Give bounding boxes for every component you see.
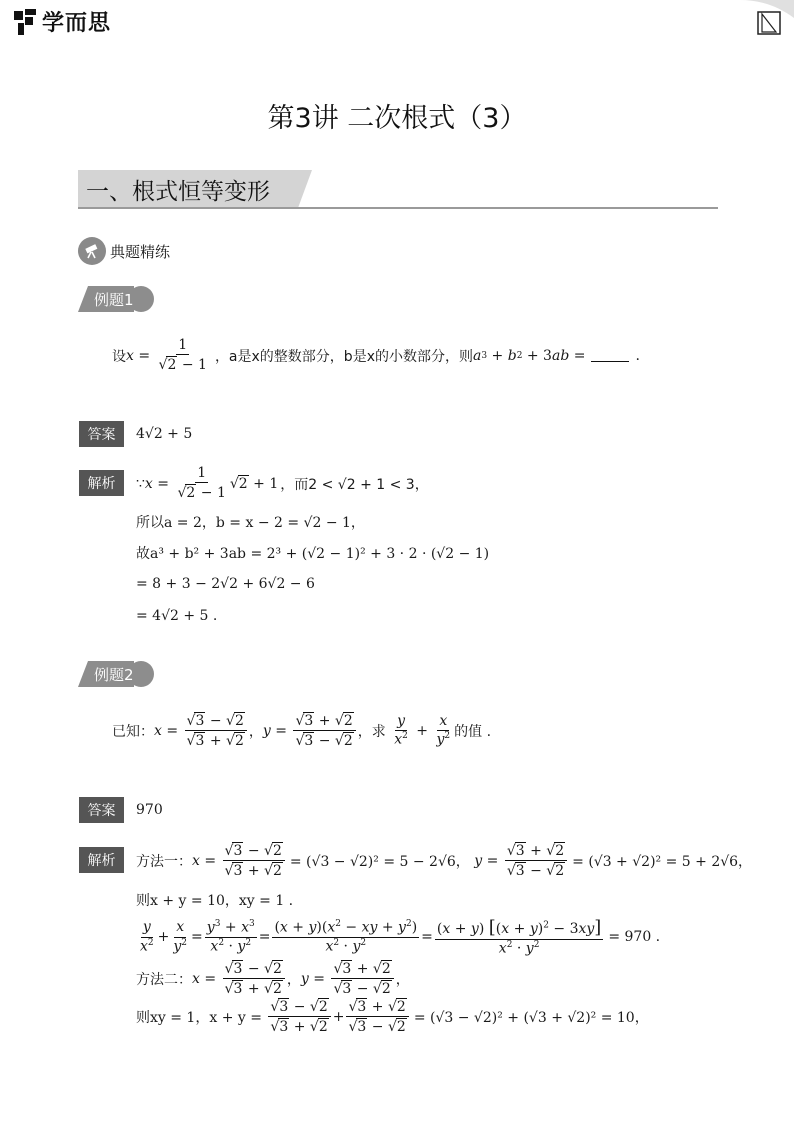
example2-answer: 970 [136, 802, 163, 818]
example1-answer: 4√2 + 5 [136, 426, 193, 442]
telescope-icon [78, 237, 106, 265]
example2-answer-badge: 答案 [79, 797, 124, 823]
section-banner [78, 170, 718, 210]
example2-method2-line2: 则xy = 1，x + y = $\frac{√3 - √2}{√3 + √2}$ + $\frac{√3 + √2}{√3 - √2}$ = (√3 − √2)² + (√3 + √2)² = 10， [136, 999, 649, 1036]
example1-step3: 故a³ + b² + 3ab = 2³ + (√2 − 1)² + 3 · 2 · (√2 − 1) [136, 546, 490, 562]
example2-method2-line1: 方法二： x = $\frac{√3 - √2}{√3 + √2}$ ， y = $\frac{√3 + √2}{√3 - √2}$ ， [136, 961, 410, 998]
brand-mark-icon [14, 9, 38, 35]
page-title: 第3讲 二次根式（3） [267, 103, 527, 134]
example1-step5: = 4√2 + 5 . [136, 608, 218, 624]
example1-step1: ∵ x = $\frac{1}{√2 - 1}$ √ 2 + 1 ，而2 < √2 + 1 < 3， [136, 465, 429, 502]
brand-logo [14, 6, 111, 37]
section-title: 一、根式恒等变形 [86, 179, 270, 205]
example2-tag: 例题2 [78, 661, 146, 687]
example1-tag: 例题1 [78, 286, 146, 312]
example2-method1-line1: 方法一： x = $\frac{√3 - √2}{√3 + √2}$ = (√3 − √2)² = 5 − 2√6， y = $\frac{√3 + √2}{√3 - √2}$ = (√3 + √2)² = 5 + 2√6， [136, 843, 753, 880]
practice-heading [78, 237, 170, 265]
example1-analysis-badge: 解析 [79, 470, 124, 496]
example2-method1-line2: 则x + y = 10，xy = 1 . [136, 893, 294, 909]
brand-name: 学而思 [42, 11, 112, 36]
example1-question: 设 x = $\frac{1}{√2 - 1}$ ，a是x的整数部分，b是x的小数部分，则 a 3 + b 2 + 3 ab = . [112, 337, 640, 374]
example2-method1-line3: $\frac{y}{x^2}$ + $\frac{x}{y^2}$ = $\frac{y^3 + x^3}{x^2 \cdot y^2}$ = $\frac{(x + y)(x^2 - xy + y^2)}{x^2 \cdot y^2}$ = $\frac{(x + y) [(x + y)^2 - 3xy]}{x^2 \cdot y^2}$ = 970 . [140, 917, 661, 957]
corner-page-icon [740, 0, 794, 40]
example1-answer-badge: 答案 [79, 421, 124, 447]
example1-step2: 所以a = 2，b = x − 2 = √2 − 1， [136, 515, 365, 531]
practice-label: 典题精练 [110, 242, 171, 261]
example2-question: 已知： x = $\frac{√3 - √2}{√3 + √2}$ ， y = $\frac{√3 + √2}{√3 - √2}$ ，求 $\frac{y}{x^2}$ + $\frac{x}{y^2}$ 的值 . [112, 712, 492, 750]
example2-analysis-badge: 解析 [79, 847, 124, 873]
example1-step4: = 8 + 3 − 2√2 + 6√2 − 6 [136, 576, 315, 592]
